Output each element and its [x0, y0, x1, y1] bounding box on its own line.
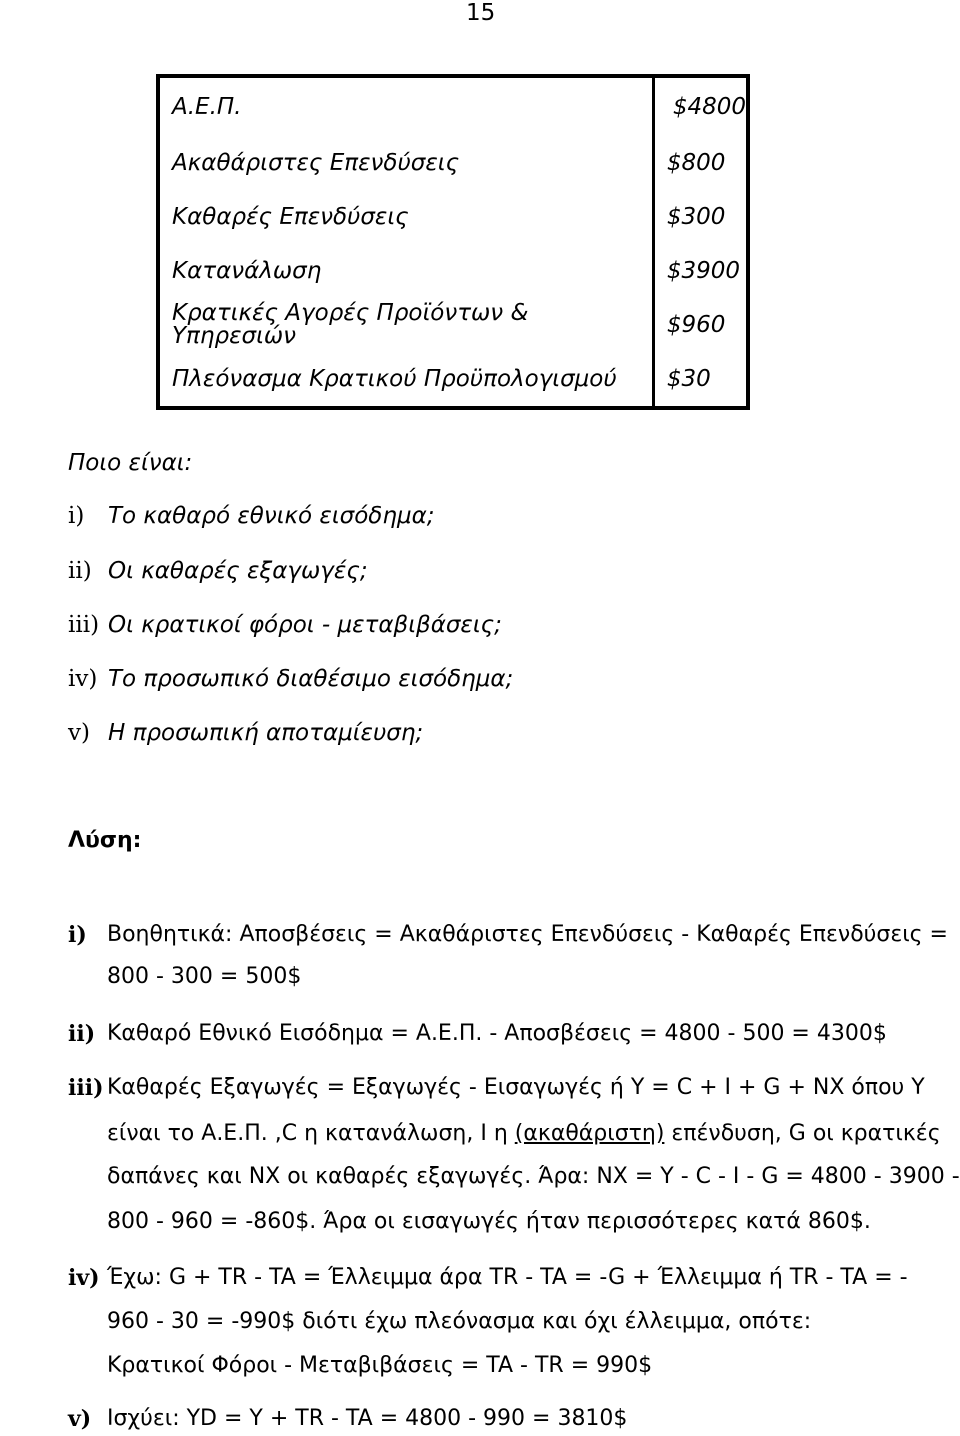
question-text: Το προσωπικό διαθέσιμο εισόδημα;: [108, 666, 514, 692]
underlined-text: (ακαθάριστη): [514, 1121, 665, 1146]
question-text: Το καθαρό εθνικό εισόδημα;: [108, 503, 435, 529]
question-text: Η προσωπική αποταμίευση;: [108, 720, 424, 746]
solution-line: 800 - 300 = 500$: [107, 964, 302, 989]
questions-intro: Ποιο είναι:: [68, 450, 193, 476]
question-text: Οι καθαρές εξαγωγές;: [108, 558, 368, 584]
table-label: Πλεόνασμα Κρατικού Προϋπολογισμού: [172, 365, 617, 392]
solution-line: [107, 1121, 941, 1146]
table-label: Ακαθάριστες Επενδύσεις: [172, 149, 460, 176]
question-number: v): [68, 720, 90, 746]
question-number: ii): [68, 558, 92, 584]
question-number: iv): [68, 666, 98, 692]
solution-number: iv): [68, 1265, 100, 1291]
table-label: Α.Ε.Π.: [172, 93, 242, 120]
table-row: [158, 76, 748, 136]
solution-number: v): [68, 1406, 92, 1432]
question-item: [68, 503, 435, 529]
table-row: [158, 298, 748, 352]
solution-line: Καθαρό Εθνικό Εισόδημα = Α.Ε.Π. - Αποσβέσεις = 4800 - 500 = 4300$: [107, 1021, 887, 1046]
solution-text: επένδυση, G οι κρατικές: [664, 1121, 941, 1146]
question-text: Οι κρατικοί φόροι - μεταβιβάσεις;: [108, 612, 502, 638]
question-number: iii): [68, 612, 100, 638]
table-row: [158, 190, 748, 244]
solution-line: Κρατικοί Φόροι - Μεταβιβάσεις = TA - TR = 990$: [107, 1353, 653, 1378]
question-item: [68, 558, 368, 584]
question-number: i): [68, 503, 85, 529]
solution-heading: Λύση:: [68, 828, 142, 853]
solution-number: ii): [68, 1021, 96, 1047]
solution-number: i): [68, 922, 87, 948]
table-row: [158, 244, 748, 298]
table-row: [158, 136, 748, 190]
question-item: [68, 666, 513, 692]
solution-number: iii): [68, 1075, 104, 1101]
table-row: [158, 352, 748, 408]
question-item: [68, 612, 502, 638]
table-value: $800: [653, 136, 748, 190]
solution-line: δαπάνες και NX οι καθαρές εξαγωγές. Άρα: NX = Y - C - I - G = 4800 - 3900 -: [107, 1164, 960, 1189]
table-value: $3900: [653, 244, 748, 298]
page-number: 15: [466, 0, 496, 26]
solution-line: Έχω: G + TR - TA = Έλλειμμα άρα TR - TA = -G + Έλλειμμα ή TR - TA = -: [107, 1265, 908, 1290]
table-label: Καθαρές Επενδύσεις: [172, 203, 409, 230]
question-item: [68, 720, 423, 746]
solution-line: 800 - 960 = -860$. Άρα οι εισαγωγές ήταν περισσότερες κατά 860$.: [107, 1209, 871, 1234]
table-value: $30: [653, 352, 748, 408]
solution-line: Ισχύει: YD = Y + TR - TA = 4800 - 990 = 3810$: [107, 1406, 628, 1431]
solution-line: Βοηθητικά: Αποσβέσεις = Ακαθάριστες Επενδύσεις - Καθαρές Επενδύσεις =: [107, 922, 948, 947]
solution-line: Καθαρές Εξαγωγές = Εξαγωγές - Εισαγωγές ή Y = C + I + G + NX όπου Υ: [107, 1075, 925, 1100]
table-value: $300: [653, 190, 748, 244]
table-label: Κρατικές Αγορές Προϊόντων & Υπηρεσιών: [172, 300, 529, 349]
table-value: $960: [653, 298, 748, 352]
solution-text: είναι το Α.Ε.Π. ,C η κατανάλωση, I η: [107, 1121, 515, 1146]
table-label: Κατανάλωση: [172, 257, 322, 284]
data-table: [156, 74, 750, 410]
table-value: $4800: [653, 76, 748, 136]
solution-line: 960 - 30 = -990$ διότι έχω πλεόνασμα και όχι έλλειμμα, οπότε:: [107, 1309, 812, 1334]
